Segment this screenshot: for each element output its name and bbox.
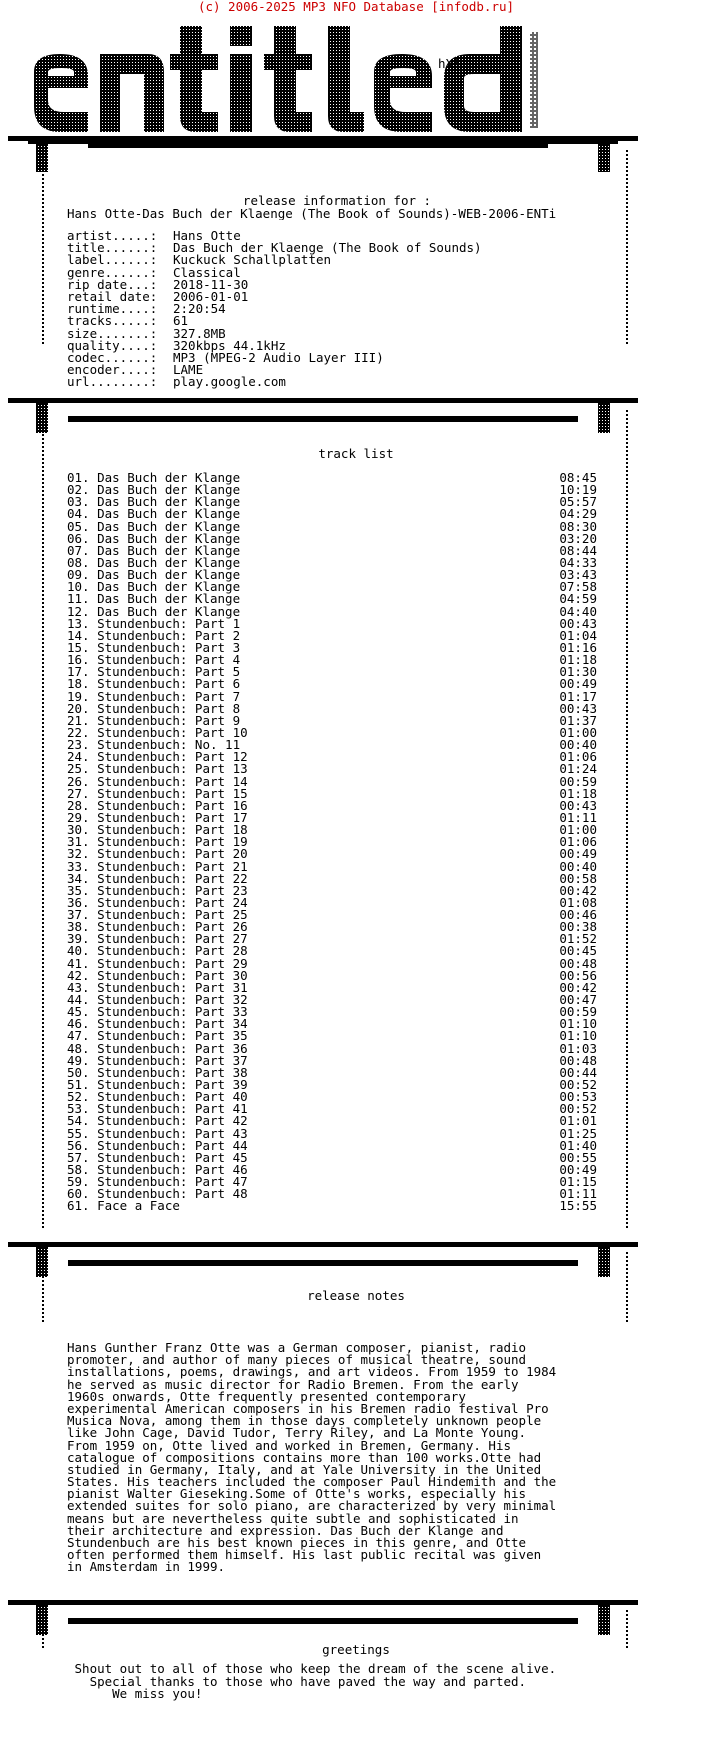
info-key: title......: [67,240,158,256]
note-line: Musica Nova, among them in those days completely unknown people [67,1413,542,1429]
track-row [67,1200,597,1212]
greetings [67,1663,607,1701]
info-key: size.......: [67,325,158,341]
border-left [42,150,44,345]
track-name: 38. Stundenbuch: Part 26 [67,919,248,935]
track-name: 19. Stundenbuch: Part 7 [67,688,241,704]
border-right [626,1252,628,1322]
track-duration: 08:30 [559,518,597,534]
track-name: 36. Stundenbuch: Part 24 [67,894,248,910]
divider-notes [8,1240,638,1280]
track-duration: 04:29 [559,506,597,522]
track-duration: 00:48 [559,1052,597,1068]
track-duration: 01:11 [559,809,597,825]
track-duration: 01:18 [559,652,597,668]
note-line: means but are nevertheless quite subtle and sophisticated in [67,1510,519,1526]
divider-tracklist [8,396,638,436]
note-line: pianist Walter Gieseking.Some of Otte's works, especially his [67,1486,527,1502]
track-duration: 01:18 [559,785,597,801]
track-name: 59. Stundenbuch: Part 47 [67,1174,248,1190]
release-header [67,194,607,220]
track-duration: 00:52 [559,1077,597,1093]
logo-letter-t-1 [170,26,218,132]
track-duration: 00:59 [559,773,597,789]
greeting-line: We miss you! [67,1686,203,1701]
track-name: 03. Das Buch der Klange [67,494,241,510]
track-name: 60. Stundenbuch: Part 48 [67,1186,248,1202]
track-duration: 00:59 [559,1004,597,1020]
track-duration: 00:44 [559,1064,597,1080]
track-name: 57. Stundenbuch: Part 45 [67,1149,248,1165]
track-list [67,472,597,1213]
track-name: 48. Stundenbuch: Part 36 [67,1040,248,1056]
track-duration: 04:40 [559,603,597,619]
track-duration: 00:49 [559,676,597,692]
info-value: MP3 (MPEG-2 Audio Layer III) [173,349,384,365]
track-name: 09. Das Buch der Klange [67,567,241,583]
track-duration: 00:48 [559,955,597,971]
track-name: 22. Stundenbuch: Part 10 [67,724,248,740]
track-duration: 01:04 [559,627,597,643]
info-key: quality....: [67,337,158,353]
logo-letter-e-2 [374,54,432,132]
track-duration: 00:58 [559,870,597,886]
track-duration: 01:16 [559,639,597,655]
track-name: 46. Stundenbuch: Part 34 [67,1016,248,1032]
info-row [67,376,482,388]
release-notes-title: release notes [307,1288,405,1303]
info-key: url........: [67,374,158,390]
track-name: 56. Stundenbuch: Part 44 [67,1137,248,1153]
track-name: 07. Das Buch der Klange [67,542,241,558]
logo-letter-d [444,26,522,132]
release-name: Hans_Otte-Das_Buch_der_Klaenge_(The_Book_of_Sounds)-WEB-2006-ENTi [67,207,557,220]
track-name: 23. Stundenbuch: No. 11 [67,737,241,753]
track-duration: 01:10 [559,1028,597,1044]
track-name: 24. Stundenbuch: Part 12 [67,749,248,765]
entitled-logo [30,20,630,138]
track-name: 37. Stundenbuch: Part 25 [67,907,248,923]
info-key: artist.....: [67,228,158,243]
info-value: play.google.com [173,374,286,390]
track-name: 52. Stundenbuch: Part 40 [67,1089,248,1105]
track-duration: 01:30 [559,664,597,680]
track-name: 16. Stundenbuch: Part 4 [67,652,241,668]
track-name: 01. Das Buch der Klange [67,470,241,485]
track-duration: 15:55 [559,1198,597,1214]
track-duration: 01:03 [559,1040,597,1056]
track-name: 39. Stundenbuch: Part 27 [67,931,248,947]
note-line: installations, poems, drawings, and art videos. From 1959 to 1984 [67,1364,557,1380]
track-name: 14. Stundenbuch: Part 2 [67,627,241,643]
track-name: 02. Das Buch der Klange [67,482,241,498]
track-name: 44. Stundenbuch: Part 32 [67,992,248,1008]
release-notes [67,1342,607,1574]
info-key: codec......: [67,349,158,365]
logo-art [30,20,630,138]
track-name: 28. Stundenbuch: Part 16 [67,797,248,813]
track-duration: 01:40 [559,1137,597,1153]
track-name: 54. Stundenbuch: Part 42 [67,1113,248,1129]
release-header-label: release information for : [242,193,432,208]
track-duration: 01:08 [559,894,597,910]
track-name: 04. Das Buch der Klange [67,506,241,522]
divider-greetings [8,1598,638,1638]
track-name: 42. Stundenbuch: Part 30 [67,967,248,983]
track-name: 32. Stundenbuch: Part 20 [67,846,248,862]
info-value: 327.8MB [173,325,226,341]
release-info [67,230,482,388]
track-name: 18. Stundenbuch: Part 6 [67,676,241,692]
track-duration: 00:49 [559,846,597,862]
info-value: 61 [173,313,189,329]
track-name: 20. Stundenbuch: Part 8 [67,700,241,716]
track-duration: 03:43 [559,567,597,583]
track-name: 45. Stundenbuch: Part 33 [67,1004,248,1020]
note-line: promoter, and author of many pieces of musical theatre, sound [67,1352,527,1368]
note-line: From 1959 on, Otte lived and worked in Bremen, Germany. His [67,1437,512,1453]
track-name: 29. Stundenbuch: Part 17 [67,809,248,825]
info-value: 320kbps 44.1kHz [173,337,286,353]
note-line: studied in Germany, Italy, and at Yale University in the United [67,1461,542,1477]
info-value: Das Buch der Klaenge (The Book of Sounds) [173,240,482,256]
track-duration: 00:42 [559,882,597,898]
track-duration: 00:52 [559,1101,597,1117]
track-name: 50. Stundenbuch: Part 38 [67,1064,248,1080]
track-duration: 00:40 [559,737,597,753]
track-name: 05. Das Buch der Klange [67,518,241,534]
track-name: 26. Stundenbuch: Part 14 [67,773,248,789]
track-name: 35. Stundenbuch: Part 23 [67,882,248,898]
info-value: LAME [173,362,204,378]
info-key: tracks.....: [67,313,158,329]
track-name: 47. Stundenbuch: Part 35 [67,1028,248,1044]
track-duration: 00:46 [559,907,597,923]
note-line: like John Cage, David Tudor, Terry Riley, and La Monte Young. [67,1425,527,1441]
track-name: 06. Das Buch der Klange [67,530,241,546]
track-duration: 00:40 [559,858,597,874]
track-duration: 04:59 [559,591,597,607]
track-duration: 01:25 [559,1125,597,1141]
note-line: Stundenbuch are his best known pieces in this genre, and Otte [67,1535,527,1550]
info-key: runtime....: [67,301,158,317]
track-name: 33. Stundenbuch: Part 21 [67,858,248,874]
track-name: 11. Das Buch der Klange [67,591,241,607]
track-duration: 00:43 [559,700,597,716]
track-duration: 01:52 [559,931,597,947]
info-value: Classical [173,264,241,280]
track-name: 21. Stundenbuch: Part 9 [67,712,241,728]
track-name: 17. Stundenbuch: Part 5 [67,664,241,680]
track-duration: 01:10 [559,1016,597,1032]
track-name: 25. Stundenbuch: Part 13 [67,761,248,777]
track-duration: 01:06 [559,749,597,765]
track-duration: 01:00 [559,822,597,838]
track-duration: 00:42 [559,979,597,995]
track-duration: 10:19 [559,482,597,498]
track-name: 41. Stundenbuch: Part 29 [67,955,248,971]
track-duration: 04:33 [559,554,597,570]
info-value: 2018-11-30 [173,276,249,292]
logo-letter-i [230,26,252,132]
track-name: 51. Stundenbuch: Part 39 [67,1077,248,1093]
track-duration: 01:00 [559,724,597,740]
track-name: 53. Stundenbuch: Part 41 [67,1101,248,1117]
track-duration: 00:45 [559,943,597,959]
greeting-line: Special thanks to those who have paved the way and parted. [67,1673,527,1689]
info-key: label......: [67,252,158,268]
track-name: 15. Stundenbuch: Part 3 [67,639,241,655]
track-name: 61. Face a Face [67,1198,180,1214]
track-name: 31. Stundenbuch: Part 19 [67,834,248,850]
track-duration: 00:43 [559,615,597,631]
track-duration: 03:20 [559,530,597,546]
track-name: 27. Stundenbuch: Part 15 [67,785,248,801]
track-duration: 01:37 [559,712,597,728]
note-line: he served as music director for Radio Bremen. From the early [67,1376,519,1392]
info-value: 2:20:54 [173,301,226,317]
logo-letter-l [328,26,364,132]
note-line: often performed them himself. His last public recital was given [67,1547,542,1563]
track-duration: 01:11 [559,1186,597,1202]
track-duration: 00:53 [559,1089,597,1105]
track-duration: 01:01 [559,1113,597,1129]
note-line: in Amsterdam in 1999. [67,1559,226,1575]
note-line: extended suites for solo piano, are characterized by very minimal [67,1498,557,1514]
track-duration: 00:49 [559,1162,597,1178]
info-key: retail date: [67,288,158,304]
track-duration: 00:55 [559,1149,597,1165]
greeting-line: Shout out to all of those who keep the dream of the scene alive. [67,1661,557,1676]
track-name: 30. Stundenbuch: Part 18 [67,822,248,838]
info-key: encoder....: [67,362,158,378]
note-line: 1960s onwards, Otte frequently presented contemporary [67,1388,466,1404]
track-name: 58. Stundenbuch: Part 46 [67,1162,248,1178]
track-duration: 08:44 [559,542,597,558]
logo-letter-t-2 [264,26,312,132]
track-name: 08. Das Buch der Klange [67,554,241,570]
border-left [42,410,44,1230]
track-duration: 01:15 [559,1174,597,1190]
info-value: Kuckuck Schallplatten [173,252,332,268]
track-duration: 08:45 [559,470,597,485]
track-duration: 05:57 [559,494,597,510]
logo-tag: hX! [438,56,461,71]
info-value: Hans Otte [173,228,241,243]
info-value: 2006-01-01 [173,288,249,304]
info-key: genre......: [67,264,158,280]
note-line: catalogue of compositions contains more than 100 works.Otte had [67,1449,542,1465]
border-right [626,150,628,345]
track-name: 10. Das Buch der Klange [67,579,241,595]
note-line: their architecture and expression. Das Buch der Klange and [67,1522,504,1538]
track-name: 49. Stundenbuch: Part 37 [67,1052,248,1068]
track-name: 55. Stundenbuch: Part 43 [67,1125,248,1141]
divider-top [8,134,638,174]
track-list-title: track list [318,446,394,461]
border-right [626,410,628,1230]
logo-letter-e [34,54,88,132]
track-duration: 00:47 [559,992,597,1008]
logo-letter-n [100,54,164,132]
border-left [42,1252,44,1322]
track-duration: 01:17 [559,688,597,704]
greetings-title: greetings [322,1642,390,1657]
note-line: States. His teachers included the composer Paul Hindemith and the [67,1474,557,1490]
track-name: 43. Stundenbuch: Part 31 [67,979,248,995]
track-name: 12. Das Buch der Klange [67,603,241,619]
track-name: 13. Stundenbuch: Part 1 [67,615,241,631]
track-duration: 00:56 [559,967,597,983]
track-duration: 00:43 [559,797,597,813]
track-name: 34. Stundenbuch: Part 22 [67,870,248,886]
note-line: Hans Gunther Franz Otte was a German composer, pianist, radio [67,1340,527,1355]
track-duration: 07:58 [559,579,597,595]
note-line: experimental American composers in his Bremen radio festival Pro [67,1400,549,1416]
info-key: rip date...: [67,276,158,292]
track-duration: 01:06 [559,834,597,850]
track-duration: 00:38 [559,919,597,935]
track-name: 40. Stundenbuch: Part 28 [67,943,248,959]
track-duration: 01:24 [559,761,597,777]
site-credit: (c) 2006-2025 MP3 NFO Database [infodb.ru] [197,0,515,14]
